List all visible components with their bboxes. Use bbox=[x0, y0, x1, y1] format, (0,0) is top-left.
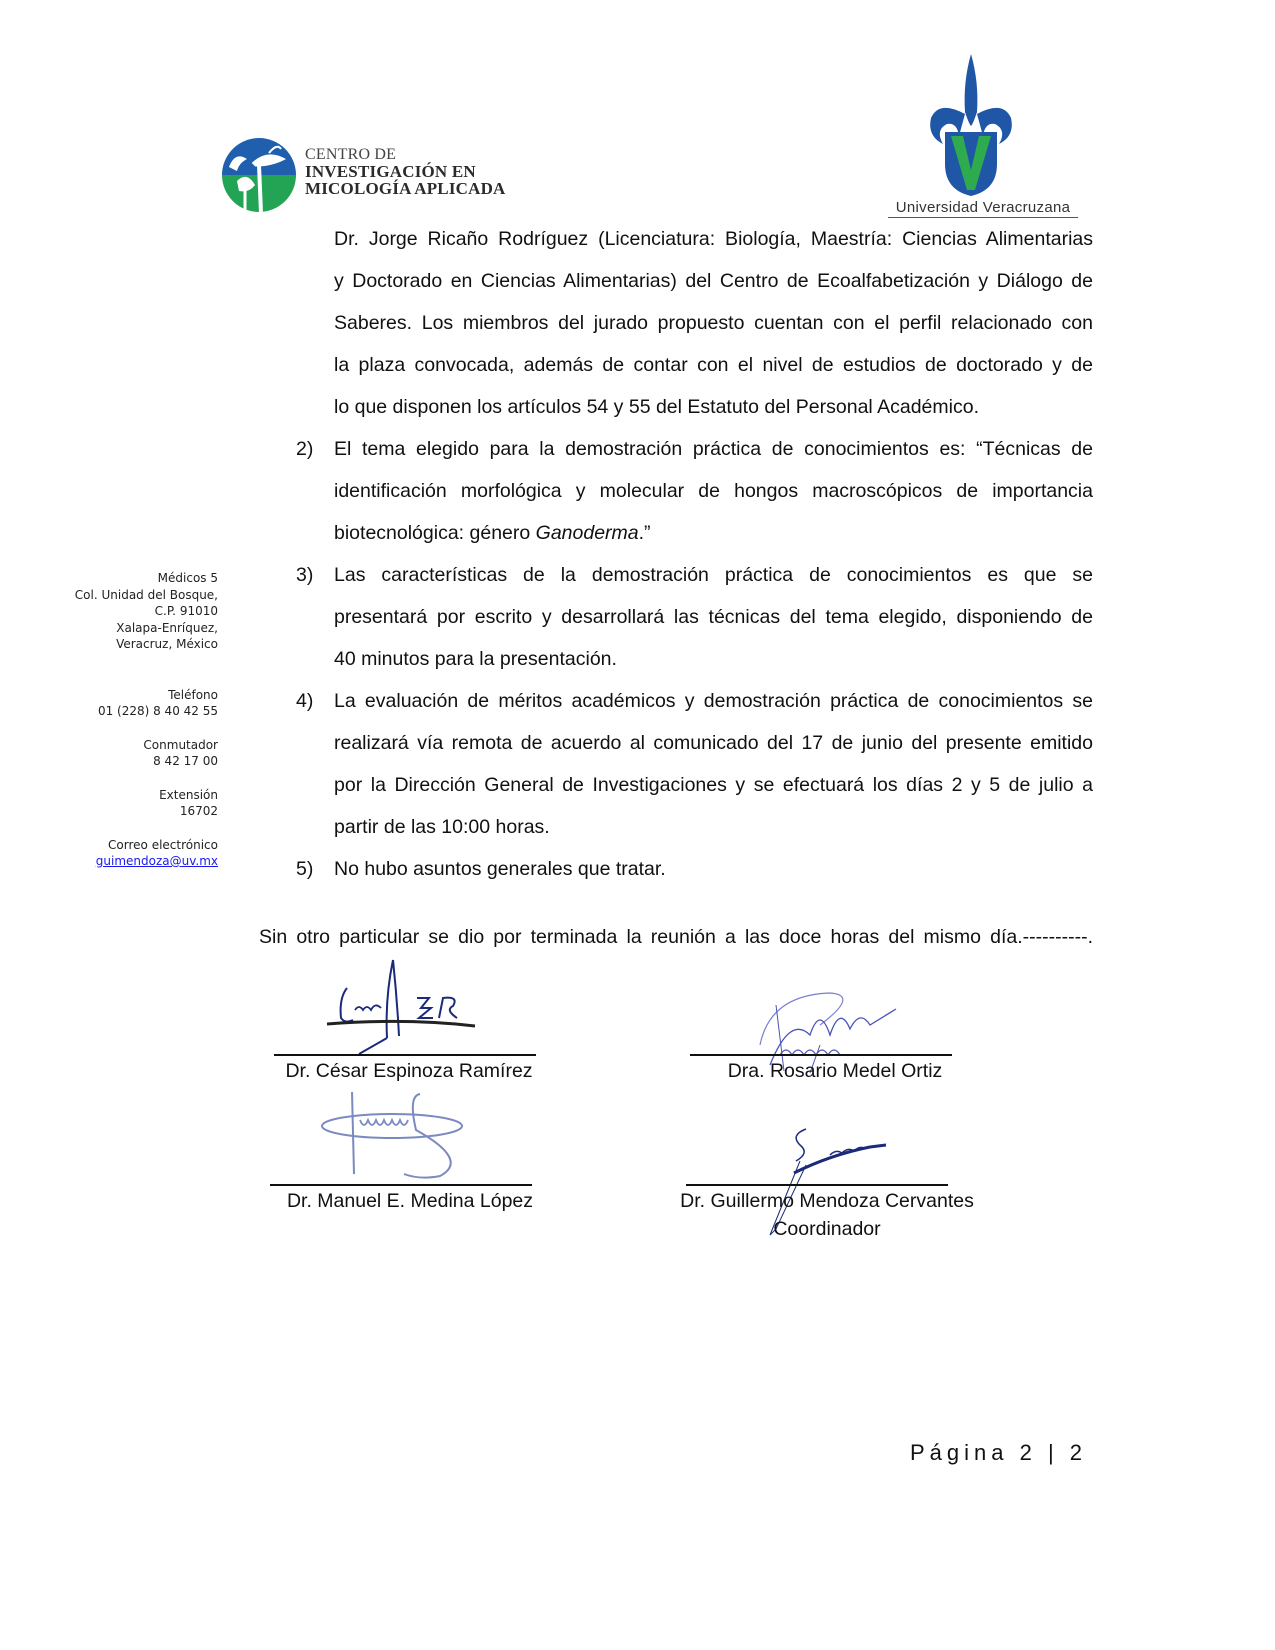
signature-cesar-icon bbox=[325, 958, 495, 1063]
switchboard-block bbox=[40, 737, 218, 770]
text-line: Las características de la demostración práctica de conocimientos es que se bbox=[334, 564, 1093, 586]
extension-label: Extensión bbox=[159, 787, 218, 802]
address-line: Xalapa-Enríquez, bbox=[116, 620, 218, 635]
switchboard-value: 8 42 17 00 bbox=[153, 754, 218, 768]
uv-fleur-de-lis-icon bbox=[925, 52, 1017, 197]
phone-block bbox=[40, 687, 218, 720]
extension-block bbox=[40, 787, 218, 820]
text-line: y Doctorado en Ciencias Alimentarias) del Centro de Ecoalfabetización y Diálogo de bbox=[334, 270, 1093, 292]
text-line: partir de las 10:00 horas. bbox=[334, 816, 550, 838]
signature-line bbox=[690, 1054, 952, 1056]
contact-sidebar bbox=[40, 570, 218, 887]
text-line: identificación morfológica y molecular de hongos macroscópicos de importancia bbox=[334, 480, 1093, 502]
item-number: 5) bbox=[296, 858, 314, 880]
text-line: El tema elegido para la demostración práctica de conocimientos es: “Técnicas de bbox=[334, 438, 1093, 460]
address-block bbox=[40, 570, 218, 653]
item-number: 4) bbox=[296, 690, 314, 712]
genus-name: Ganoderma bbox=[535, 522, 639, 544]
signature-line bbox=[686, 1184, 948, 1186]
text-line: La evaluación de méritos académicos y demostración práctica de conocimientos se bbox=[334, 690, 1093, 712]
cima-line-3: MICOLOGÍA APLICADA bbox=[305, 179, 506, 198]
cima-line-1: CENTRO DE bbox=[305, 146, 397, 163]
text-line: la plaza convocada, además de contar con el nivel de estudios de doctorado y de bbox=[334, 354, 1093, 376]
text-line: Dr. Jorge Ricaño Rodríguez (Licenciatura: Biología, Maestría: Ciencias Alimentarias bbox=[334, 228, 1093, 250]
signer-name: Dr. Guillermo Mendoza Cervantes bbox=[680, 1190, 974, 1212]
text-line: No hubo asuntos generales que tratar. bbox=[334, 858, 666, 880]
phone-value: 01 (228) 8 40 42 55 bbox=[97, 704, 218, 718]
text-line: realizará vía remota de acuerdo al comunicado del 17 de junio del presente emitido bbox=[334, 732, 1093, 754]
page-number: Página 2 | 2 bbox=[910, 1440, 1088, 1465]
closing-line: Sin otro particular se dio por terminada la reunión a las doce horas del mismo día.----------. bbox=[259, 926, 1093, 948]
email-link[interactable]: guimendoza@uv.mx bbox=[95, 854, 218, 868]
item-number: 3) bbox=[296, 564, 314, 586]
text-line: Saberes. Los miembros del jurado propuesto cuentan con el perfil relacionado con bbox=[334, 312, 1093, 334]
signer-role: Coordinador bbox=[773, 1218, 881, 1240]
address-line: C.P. 91010 bbox=[154, 604, 218, 618]
address-line: Col. Unidad del Bosque, bbox=[74, 587, 218, 602]
uv-logo-name: Universidad Veracruzana bbox=[888, 199, 1078, 218]
text-line: presentará por escrito y desarrollará las técnicas del tema elegido, disponiendo de bbox=[334, 606, 1093, 628]
extension-value: 16702 bbox=[179, 804, 218, 818]
signature-line bbox=[274, 1054, 536, 1056]
signature-manuel-icon bbox=[320, 1090, 490, 1191]
cima-logo-text bbox=[305, 146, 506, 197]
signer-name: Dra. Rosario Medel Ortiz bbox=[727, 1060, 943, 1082]
item-number: 2) bbox=[296, 438, 314, 460]
email-label: Correo electrónico bbox=[108, 837, 218, 852]
text-line: lo que disponen los artículos 54 y 55 del Estatuto del Personal Académico. bbox=[334, 396, 979, 418]
text-line bbox=[334, 522, 651, 546]
text-line: 40 minutos para la presentación. bbox=[334, 648, 617, 670]
switchboard-label: Conmutador bbox=[143, 737, 218, 752]
signer-name: Dr. Manuel E. Medina López bbox=[286, 1190, 534, 1212]
signer-name: Dr. César Espinoza Ramírez bbox=[285, 1060, 533, 1082]
cima-line-2: INVESTIGACIÓN EN bbox=[305, 162, 476, 181]
phone-label: Teléfono bbox=[168, 687, 218, 702]
address-line: Médicos 5 bbox=[157, 571, 218, 585]
signature-line bbox=[270, 1184, 532, 1186]
text-segment: .” bbox=[638, 522, 651, 544]
text-line: por la Dirección General de Investigaciones y se efectuará los días 2 y 5 de julio a bbox=[334, 774, 1093, 796]
address-line: Veracruz, México bbox=[116, 637, 218, 651]
text-segment: biotecnológica: género bbox=[334, 522, 536, 544]
cima-logo-icon bbox=[221, 137, 297, 213]
email-block bbox=[40, 837, 218, 870]
